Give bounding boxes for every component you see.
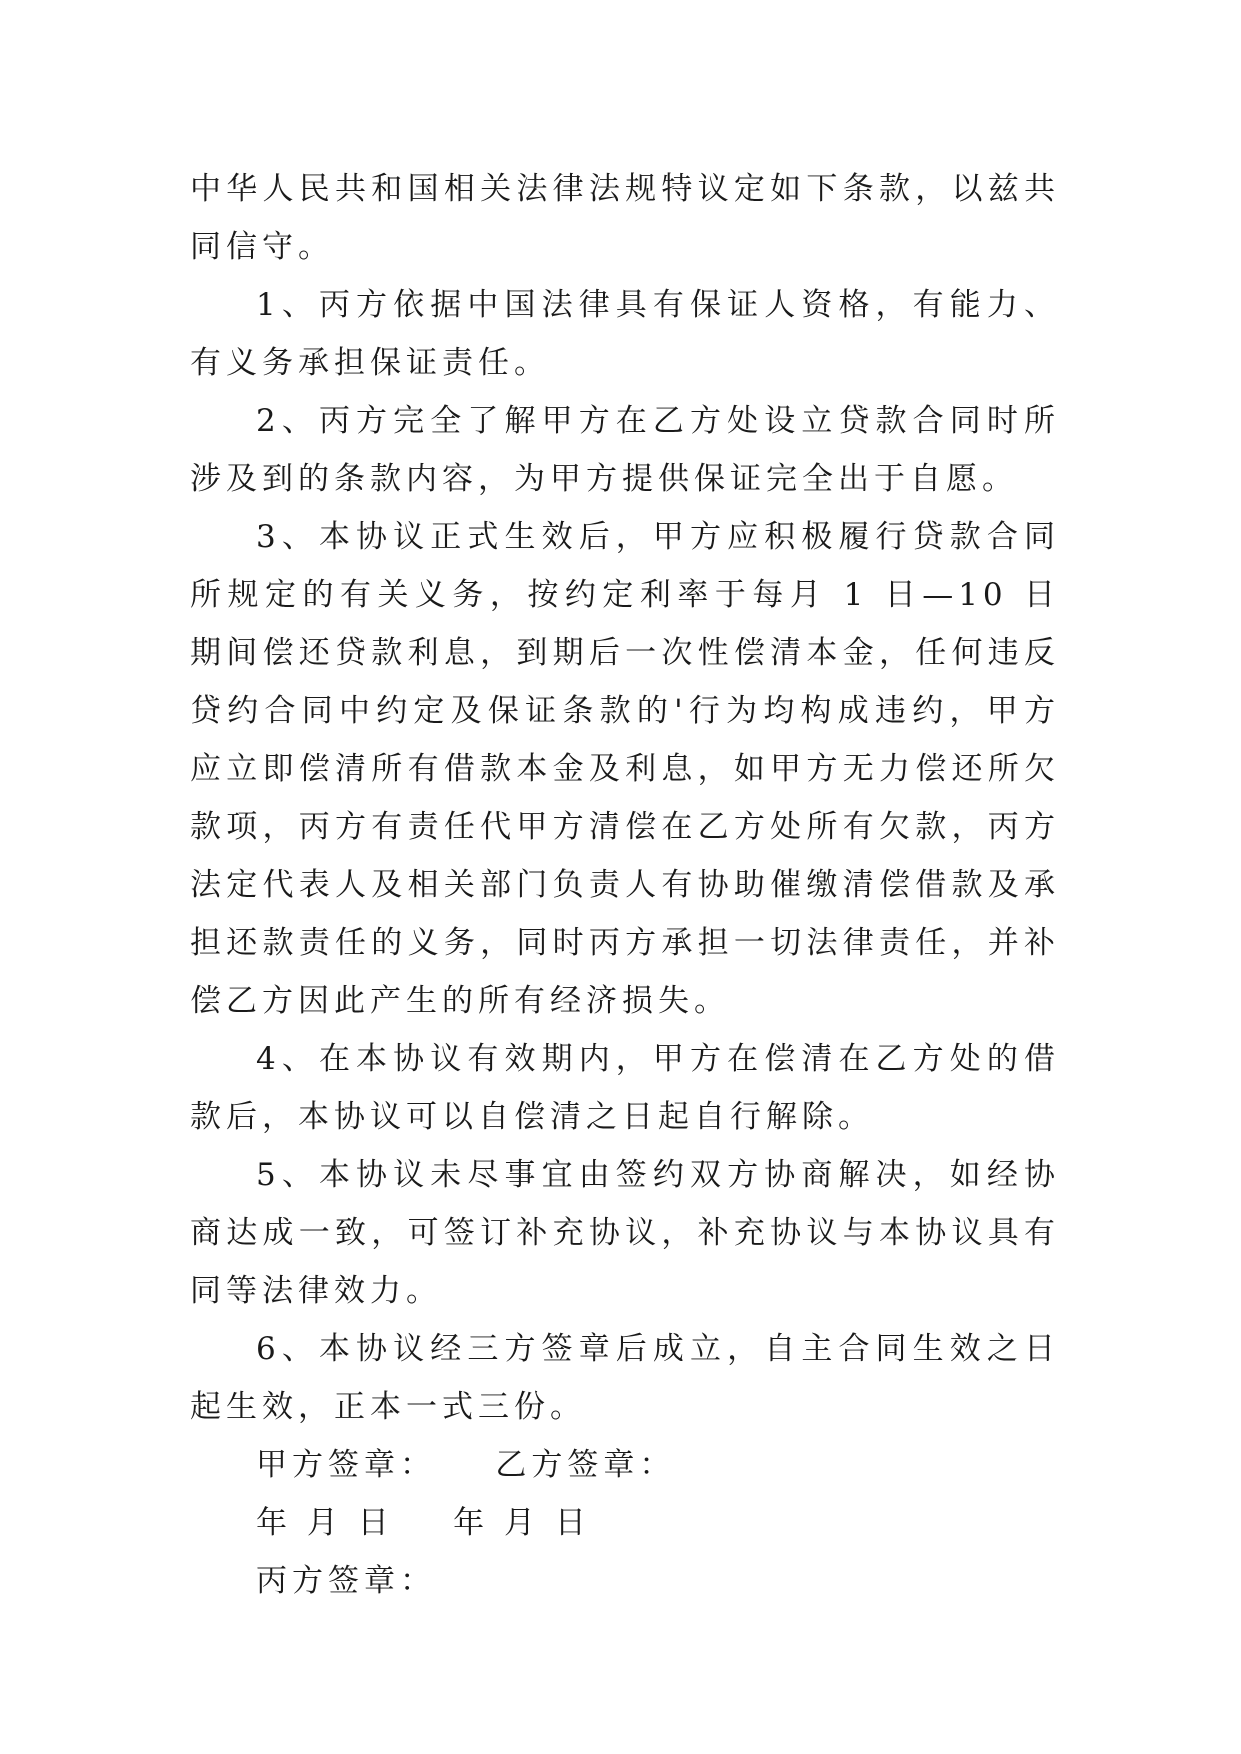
signature-line-party-c: 丙方签章：: [256, 1563, 436, 1599]
clause-4: 4、在本协议有效期内，甲方在偿清在乙方处的借款后，本协议可以自偿清之日起自行解除。: [190, 1041, 1060, 1135]
date-line: 年 月 日 年 月 日: [256, 1505, 591, 1541]
clause-1: 1、丙方依据中国法律具有保证人资格，有能力、有义务承担保证责任。: [190, 287, 1060, 381]
clause-5: 5、本协议未尽事宜由签约双方协商解决，如经协商达成一致，可签订补充协议，补充协议与本协议具有同等法律效力。: [190, 1157, 1060, 1309]
clause-2: 2、丙方完全了解甲方在乙方处设立贷款合同时所涉及到的条款内容，为甲方提供保证完全出于自愿。: [190, 403, 1060, 497]
clause-6: 6、本协议经三方签章后成立，自主合同生效之日起生效，正本一式三份。: [190, 1331, 1060, 1425]
signature-line-party-a-b: 甲方签章： 乙方签章：: [256, 1447, 676, 1483]
document-body: [190, 160, 1060, 1610]
paragraph-intro-continued: 中华人民共和国相关法律法规特议定如下条款，以兹共同信守。: [190, 171, 1060, 265]
clause-3: 3、本协议正式生效后，甲方应积极履行贷款合同所规定的有关义务，按约定利率于每月 1 日—10 日期间偿还贷款利息，到期后一次性偿清本金，任何违反贷约合同中约定及保证条款的'行为均构成违约，甲方应立即偿清所有借款本金及利息，如甲方无力偿还所欠款项，丙方有责任代甲方清偿在乙方处所有欠款，丙方法定代表人及相关部门负责人有协助催缴清偿借款及承担还款责任的义务，同时丙方承担一切法律责任，并补偿乙方因此产生的所有经济损失。: [190, 519, 1060, 1019]
